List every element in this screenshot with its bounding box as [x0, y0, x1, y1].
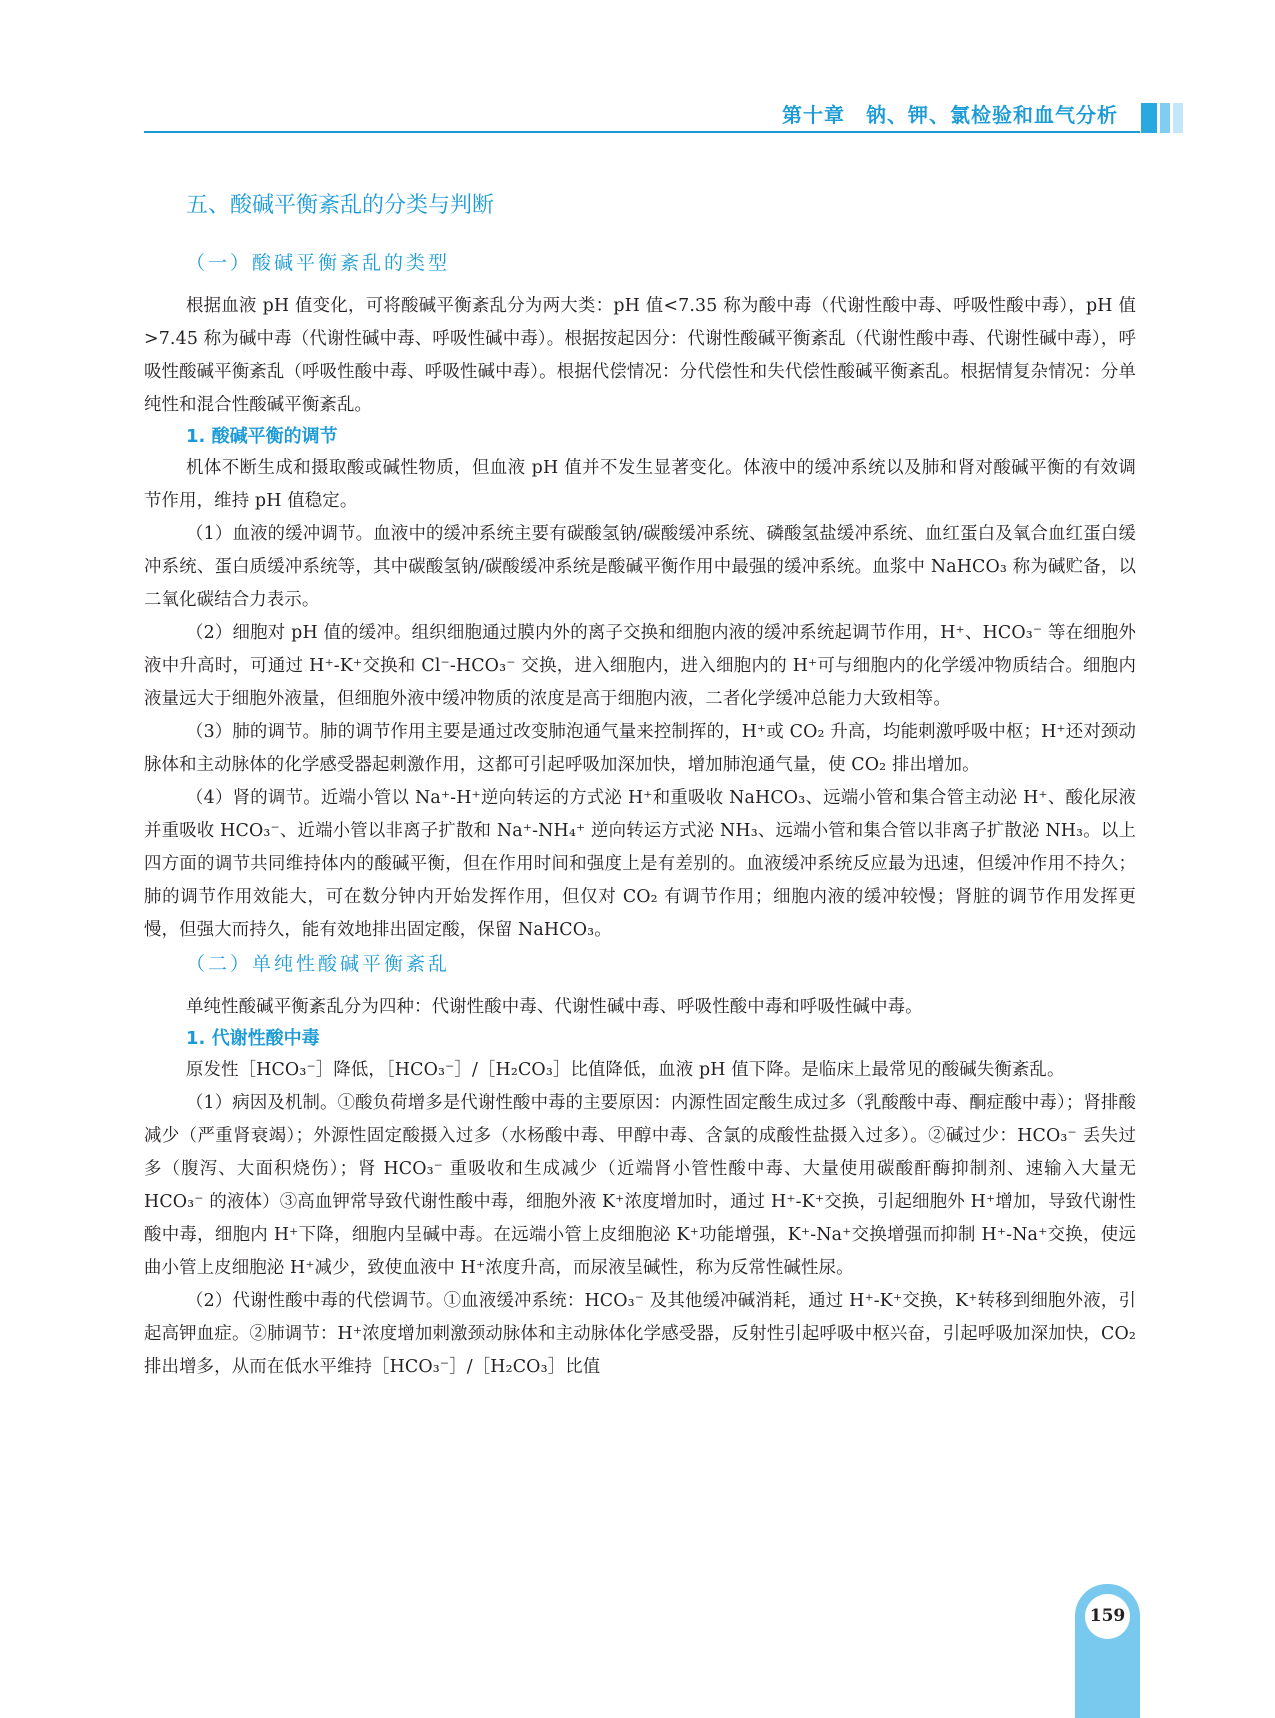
subsection-title: （一）酸碱平衡紊乱的类型 [186, 252, 451, 274]
subsection-title: （二）单纯性酸碱平衡紊乱 [186, 953, 451, 975]
chapter-title: 第十章 钠、钾、氯检验和血气分析 [782, 103, 1118, 127]
paragraph: （1）病因及机制。①酸负荷增多是代谢性酸中毒的主要原因：内源性固定酸生成过多（乳酸酸中毒、酮症酸中毒）；肾排酸减少（严重肾衰竭）；外源性固定酸摄入过多（水杨酸中毒、甲醇中毒、含氯的成酸性盐摄入过多）。②碱过少：HCO₃⁻ 丢失过多（腹泻、大面积烧伤）；肾 HCO₃⁻ 重吸收和生成减少（近端肾小管性酸中毒、大量使用碳酸酐酶抑制剂、速输入大量无 HCO₃⁻ 的液体）③高血钾常导致代谢性酸中毒，细胞外液 K⁺浓度增加时，通过 H⁺-K⁺交换，引起细胞外 H⁺增加，导致代谢性酸中毒，细胞内 H⁺下降，细胞内呈碱中毒。在远端小管上皮细胞泌 K⁺功能增强，K⁺-Na⁺交换增强而抑制 H⁺-Na⁺交换，使远曲小管上皮细胞泌 H⁺减少，致使血液中 H⁺浓度升高，而尿液呈碱性，称为反常性碱性尿。 [144, 1093, 1136, 1278]
page-number: 159 [1085, 1594, 1130, 1639]
paragraph: （2）代谢性酸中毒的代偿调节。①血液缓冲系统：HCO₃⁻ 及其他缓冲碱消耗，通过 H⁺-K⁺交换，K⁺转移到细胞外液，引起高钾血症。②肺调节：H⁺浓度增加刺激颈动脉体和主动脉体化学感受器，反射性引起呼吸中枢兴奋，引起呼吸加深加快，CO₂ 排出增多，从而在低水平维持［HCO₃⁻］/［H₂CO₃］比值 [144, 1291, 1136, 1377]
item-title: 1. 酸碱平衡的调节 [186, 426, 338, 447]
header-tab-mark-light [1160, 103, 1170, 133]
paragraph: 根据血液 pH 值变化，可将酸碱平衡紊乱分为两大类：pH 值<7.35 称为酸中毒（代谢性酸中毒、呼吸性酸中毒），pH 值>7.45 称为碱中毒（代谢性碱中毒、呼吸性碱中毒）。根据按起因分：代谢性酸碱平衡紊乱（代谢性酸中毒、代谢性碱中毒），呼吸性酸碱平衡紊乱（呼吸性酸中毒、呼吸性碱中毒）。根据代偿情况：分代偿性和失代偿性酸碱平衡紊乱。根据情复杂情况：分单纯性和混合性酸碱平衡紊乱。 [144, 296, 1136, 415]
paragraph: 机体不断生成和摄取酸或碱性物质，但血液 pH 值并不发生显著变化。体液中的缓冲系统以及肺和肾对酸碱平衡的有效调节作用，维持 pH 值稳定。 [144, 458, 1136, 511]
paragraph: （3）肺的调节。肺的调节作用主要是通过改变肺泡通气量来控制挥的，H⁺或 CO₂ 升高，均能刺激呼吸中枢；H⁺还对颈动脉体和主动脉体的化学感受器起刺激作用，这都可引起呼吸加深加快，增加肺泡通气量，使 CO₂ 排出增加。 [144, 722, 1136, 775]
item-title: 1. 代谢性酸中毒 [186, 1028, 320, 1049]
paragraph: 单纯性酸碱平衡紊乱分为四种：代谢性酸中毒、代谢性碱中毒、呼吸性酸中毒和呼吸性碱中毒。 [186, 997, 923, 1017]
section-title: 五、酸碱平衡紊乱的分类与判断 [186, 193, 495, 218]
paragraph: 原发性［HCO₃⁻］降低，［HCO₃⁻］/［H₂CO₃］比值降低，血液 pH 值下降。是临床上最常见的酸碱失衡紊乱。 [186, 1060, 1065, 1080]
paragraph: （2）细胞对 pH 值的缓冲。组织细胞通过膜内外的离子交换和细胞内液的缓冲系统起调节作用，H⁺、HCO₃⁻ 等在细胞外液中升高时，可通过 H⁺-K⁺交换和 Cl⁻-HCO₃⁻ 交换，进入细胞内，进入细胞内的 H⁺可与细胞内的化学缓冲物质结合。细胞内液量远大于细胞外液量，但细胞外液中缓冲物质的浓度是高于细胞内液，二者化学缓冲总能力大致相等。 [144, 623, 1136, 709]
header-tab-mark-lighter [1173, 103, 1183, 133]
paragraph: （1）血液的缓冲调节。血液中的缓冲系统主要有碳酸氢钠/碳酸缓冲系统、磷酸氢盐缓冲系统、血红蛋白及氧合血红蛋白缓冲系统、蛋白质缓冲系统等，其中碳酸氢钠/碳酸缓冲系统是酸碱平衡作用中最强的缓冲系统。血浆中 NaHCO₃ 称为碱贮备，以二氧化碳结合力表示。 [144, 524, 1136, 610]
paragraph: （4）肾的调节。近端小管以 Na⁺-H⁺逆向转运的方式泌 H⁺和重吸收 NaHCO₃、远端小管和集合管主动泌 H⁺、酸化尿液并重吸收 HCO₃⁻、近端小管以非离子扩散和 Na⁺-NH₄⁺ 逆向转运方式泌 NH₃、远端小管和集合管以非离子扩散泌 NH₃。以上四方面的调节共同维持体内的酸碱平衡，但在作用时间和强度上是有差别的。血液缓冲系统反应最为迅速，但缓冲作用不持久；肺的调节作用效能大，可在数分钟内开始发挥作用，但仅对 CO₂ 有调节作用；细胞内液的缓冲较慢；肾脏的调节作用发挥更慢，但强大而持久，能有效地排出固定酸，保留 NaHCO₃。 [144, 788, 1136, 940]
header-rule [144, 131, 1140, 133]
header-tab-mark [1141, 103, 1157, 133]
page-body [144, 180, 1136, 1384]
